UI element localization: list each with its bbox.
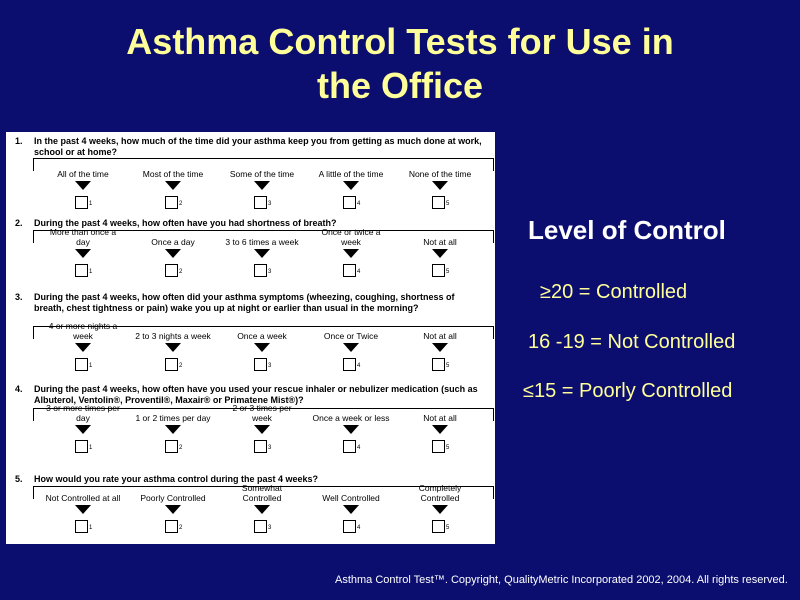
score-value: 4 xyxy=(357,363,361,369)
score-value: 5 xyxy=(446,269,450,275)
option-label: 3 or more times per day xyxy=(46,403,120,423)
score-value: 2 xyxy=(179,201,183,207)
option-4[interactable] xyxy=(311,322,391,372)
checkbox[interactable] xyxy=(343,358,356,371)
score-value: 3 xyxy=(268,201,272,207)
option-2[interactable] xyxy=(133,404,213,454)
down-arrow-icon xyxy=(343,505,359,514)
checkbox[interactable] xyxy=(254,440,267,453)
option-label: 2 or 3 times per week xyxy=(232,403,292,423)
score-value: 5 xyxy=(446,201,450,207)
score-value: 1 xyxy=(89,201,93,207)
option-label: 3 to 6 times a week xyxy=(225,236,299,247)
down-arrow-icon xyxy=(75,343,91,352)
down-arrow-icon xyxy=(343,343,359,352)
down-arrow-icon xyxy=(343,181,359,190)
option-label: Some of the time xyxy=(229,168,295,179)
score-value: 5 xyxy=(446,525,450,531)
down-arrow-icon xyxy=(254,249,270,258)
checkbox[interactable] xyxy=(165,520,178,533)
down-arrow-icon xyxy=(75,505,91,514)
score-value: 5 xyxy=(446,363,450,369)
down-arrow-icon xyxy=(165,343,181,352)
down-arrow-icon xyxy=(75,425,91,434)
asthma-control-test-form xyxy=(6,132,495,544)
option-label: Once or Twice xyxy=(323,330,379,341)
option-1[interactable] xyxy=(43,160,123,210)
score-value: 1 xyxy=(89,445,93,451)
down-arrow-icon xyxy=(432,343,448,352)
checkbox[interactable] xyxy=(432,264,445,277)
option-4[interactable] xyxy=(311,484,391,534)
question-number: 2. xyxy=(15,218,23,228)
option-label: Not at all xyxy=(423,236,457,247)
level-of-control-heading: Level of Control xyxy=(528,215,726,245)
checkbox[interactable] xyxy=(254,358,267,371)
checkbox[interactable] xyxy=(254,264,267,277)
option-5[interactable] xyxy=(400,404,480,454)
option-5[interactable] xyxy=(400,228,480,278)
down-arrow-icon xyxy=(343,249,359,258)
copyright-footer: Asthma Control Test™. Copyright, QualityMetric Incorporated 2002, 2004. All rights reserved. xyxy=(335,574,788,586)
down-arrow-icon xyxy=(254,343,270,352)
question-text: During the past 4 weeks, how often did your asthma symptoms (wheezing, coughing, shortness of breath, chest tightness or pain) wake you up at night or earlier than usual in the morning? xyxy=(34,292,455,313)
down-arrow-icon xyxy=(165,181,181,190)
checkbox[interactable] xyxy=(75,196,88,209)
down-arrow-icon xyxy=(432,249,448,258)
score-value: 1 xyxy=(89,525,93,531)
option-4[interactable] xyxy=(311,160,391,210)
option-4[interactable] xyxy=(311,404,391,454)
score-value: 4 xyxy=(357,269,361,275)
checkbox[interactable] xyxy=(165,196,178,209)
option-label: Completely Controlled xyxy=(418,483,462,503)
checkbox[interactable] xyxy=(75,440,88,453)
option-1[interactable] xyxy=(43,228,123,278)
checkbox[interactable] xyxy=(343,520,356,533)
checkbox[interactable] xyxy=(432,520,445,533)
option-2[interactable] xyxy=(133,228,213,278)
option-1[interactable] xyxy=(43,484,123,534)
down-arrow-icon xyxy=(75,249,91,258)
option-2[interactable] xyxy=(133,484,213,534)
score-value: 2 xyxy=(179,445,183,451)
option-5[interactable] xyxy=(400,484,480,534)
down-arrow-icon xyxy=(254,181,270,190)
option-label: Once a day xyxy=(151,236,195,247)
checkbox[interactable] xyxy=(432,440,445,453)
option-label: Not Controlled at all xyxy=(45,492,121,503)
score-value: 4 xyxy=(357,445,361,451)
option-1[interactable] xyxy=(43,322,123,372)
checkbox[interactable] xyxy=(165,264,178,277)
checkbox[interactable] xyxy=(432,196,445,209)
down-arrow-icon xyxy=(165,425,181,434)
option-label: Not at all xyxy=(423,330,457,341)
title-line-2: the Office xyxy=(316,65,484,106)
option-5[interactable] xyxy=(400,322,480,372)
question-text: In the past 4 weeks, how much of the time did your asthma keep you from getting as much done at work, school or at home? xyxy=(34,136,482,157)
score-value: 3 xyxy=(268,363,272,369)
option-label: 4 or more nights a week xyxy=(48,321,118,341)
checkbox[interactable] xyxy=(165,440,178,453)
checkbox[interactable] xyxy=(165,358,178,371)
option-label: A little of the time xyxy=(318,168,384,179)
option-1[interactable] xyxy=(43,404,123,454)
down-arrow-icon xyxy=(254,425,270,434)
option-3[interactable] xyxy=(222,228,302,278)
score-value: 2 xyxy=(179,269,183,275)
option-label: Once a week or less xyxy=(312,412,390,423)
down-arrow-icon xyxy=(432,505,448,514)
option-2[interactable] xyxy=(133,160,213,210)
score-value: 4 xyxy=(357,525,361,531)
option-label: All of the time xyxy=(57,168,109,179)
score-value: 1 xyxy=(89,363,93,369)
down-arrow-icon xyxy=(165,249,181,258)
checkbox[interactable] xyxy=(343,196,356,209)
question-number: 5. xyxy=(15,474,23,484)
option-label: Well Controlled xyxy=(322,492,380,503)
question-text: During the past 4 weeks, how often have you had shortness of breath? xyxy=(34,218,337,228)
checkbox[interactable] xyxy=(75,264,88,277)
score-value: 5 xyxy=(446,445,450,451)
slide-title xyxy=(40,20,760,108)
title-line-1: Asthma Control Tests for Use in xyxy=(126,21,674,62)
question-number: 3. xyxy=(15,292,23,302)
question-number: 4. xyxy=(15,384,23,394)
option-label: Once or twice a week xyxy=(321,227,381,247)
option-label: More than once a day xyxy=(49,227,117,247)
option-label: Not at all xyxy=(423,412,457,423)
option-3[interactable] xyxy=(222,484,302,534)
checkbox[interactable] xyxy=(75,358,88,371)
score-value: 4 xyxy=(357,201,361,207)
score-value: 3 xyxy=(268,445,272,451)
level-controlled: ≥20 = Controlled xyxy=(540,281,688,303)
question-number: 1. xyxy=(15,136,23,146)
score-value: 2 xyxy=(179,363,183,369)
checkbox[interactable] xyxy=(343,440,356,453)
option-label: 1 or 2 times per day xyxy=(135,412,211,423)
checkbox[interactable] xyxy=(254,520,267,533)
down-arrow-icon xyxy=(432,181,448,190)
level-not-controlled: 16 -19 = Not Controlled xyxy=(528,331,736,353)
option-label: Somewhat Controlled xyxy=(241,483,283,503)
down-arrow-icon xyxy=(254,505,270,514)
score-value: 3 xyxy=(268,525,272,531)
level-poorly-controlled: ≤15 = Poorly Controlled xyxy=(523,380,733,402)
option-label: Once a week xyxy=(237,330,287,341)
option-label: 2 to 3 nights a week xyxy=(135,330,211,341)
option-4[interactable] xyxy=(311,228,391,278)
option-3[interactable] xyxy=(222,160,302,210)
question-text: During the past 4 weeks, how often have you used your rescue inhaler or nebulizer medication (such as Albuterol, Ventolin®, Proventil®, Maxair® or Primatene Mist®)? xyxy=(34,384,478,405)
score-value: 2 xyxy=(179,525,183,531)
checkbox[interactable] xyxy=(254,196,267,209)
down-arrow-icon xyxy=(432,425,448,434)
option-label: Most of the time xyxy=(142,168,204,179)
checkbox[interactable] xyxy=(432,358,445,371)
option-label: Poorly Controlled xyxy=(140,492,206,503)
question-text: How would you rate your asthma control during the past 4 weeks? xyxy=(34,474,319,484)
option-2[interactable] xyxy=(133,322,213,372)
option-3[interactable] xyxy=(222,322,302,372)
option-label: None of the time xyxy=(408,168,472,179)
down-arrow-icon xyxy=(75,181,91,190)
score-value: 3 xyxy=(268,269,272,275)
down-arrow-icon xyxy=(343,425,359,434)
checkbox[interactable] xyxy=(343,264,356,277)
down-arrow-icon xyxy=(165,505,181,514)
option-3[interactable] xyxy=(222,404,302,454)
option-5[interactable] xyxy=(400,160,480,210)
score-value: 1 xyxy=(89,269,93,275)
checkbox[interactable] xyxy=(75,520,88,533)
